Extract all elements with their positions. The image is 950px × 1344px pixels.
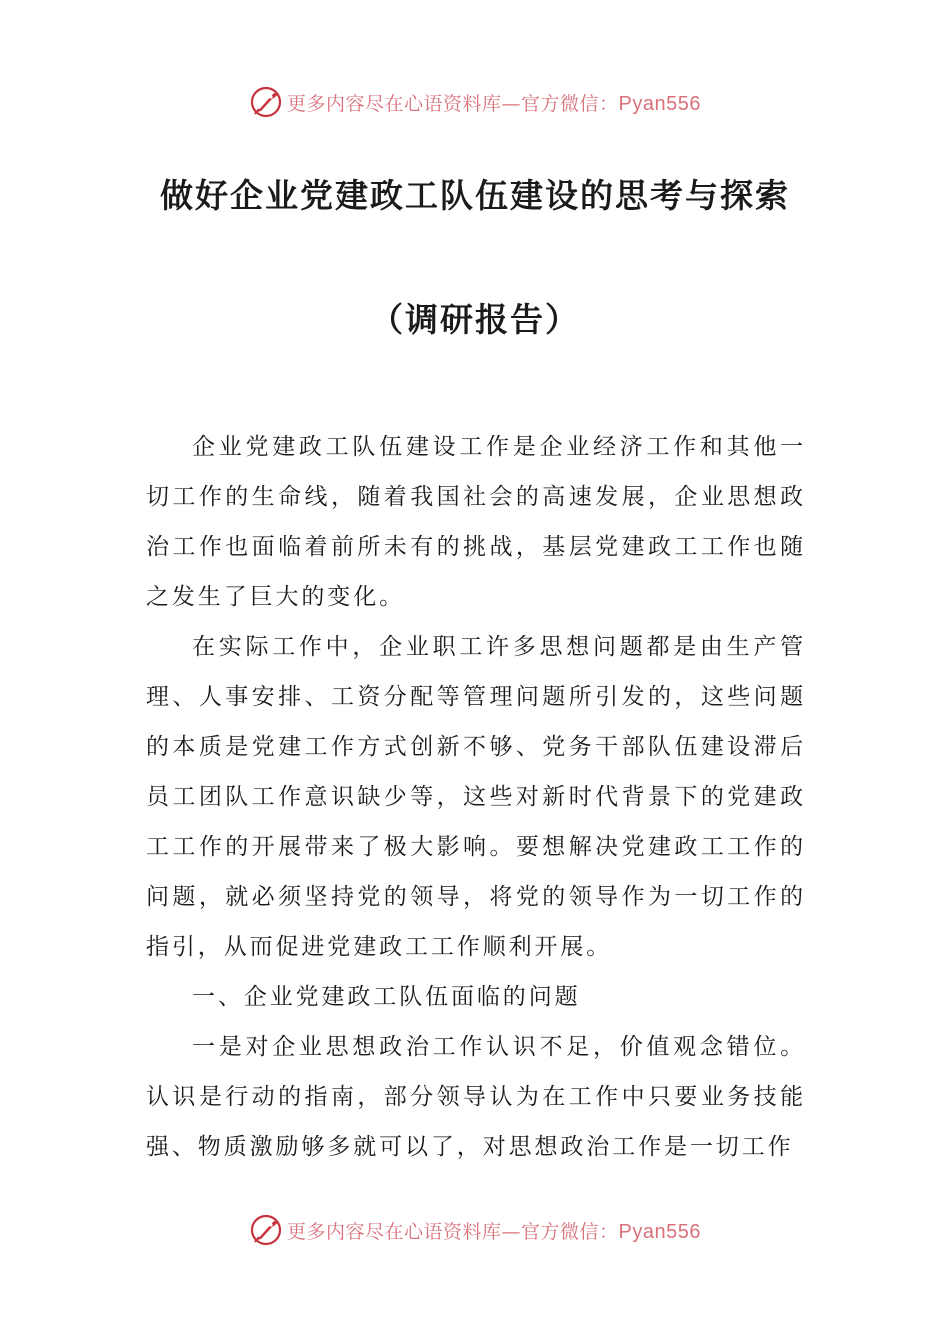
footer-banner xyxy=(0,1210,950,1250)
document-subtitle: （调研报告） xyxy=(370,300,580,339)
banner-dash: — xyxy=(501,92,522,115)
banner-wechat-id: Pyan556 xyxy=(618,1220,701,1243)
banner-label: 官方微信： xyxy=(521,92,619,115)
banner-text xyxy=(287,1217,701,1244)
banner-wechat-id: Pyan556 xyxy=(618,92,701,115)
quill-logo-icon xyxy=(249,85,283,119)
banner-label: 官方微信： xyxy=(521,1220,619,1243)
header-banner xyxy=(0,82,950,122)
body-paragraph: 在实际工作中，企业职工许多思想问题都是由生产管理、人事安排、工资分配等管理问题所引发的，这些问题的本质是党建工作方式创新不够、党务干部队伍建设滞后员工团队工作意识缺少等，这些对新时代背景下的党建政工工作的开展带来了极大影响。要想解决党建政工工作的问题，就必须坚持党的领导，将党的领导作为一切工作的指引，从而促进党建政工工作顺利开展。 xyxy=(146,634,806,960)
document-title: 做好企业党建政工队伍建设的思考与探索 xyxy=(160,176,790,215)
banner-brand: 更多内容尽在心语资料库 xyxy=(287,1220,502,1243)
banner-brand: 更多内容尽在心语资料库 xyxy=(287,92,502,115)
body-paragraph: 一是对企业思想政治工作认识不足，价值观念错位。认识是行动的指南，部分领导认为在工作中只要业务技能强、物质激励够多就可以了，对思想政治工作是一切工作 xyxy=(146,1034,806,1160)
banner-dash: — xyxy=(501,1220,522,1243)
body-paragraph: 企业党建政工队伍建设工作是企业经济工作和其他一切工作的生命线，随着我国社会的高速发展，企业思想政治工作也面临着前所未有的挑战，基层党建政工工作也随之发生了巨大的变化。 xyxy=(146,434,806,610)
document-body xyxy=(146,422,806,1172)
banner-text xyxy=(287,89,701,116)
section-heading: 一、企业党建政工队伍面临的问题 xyxy=(192,984,581,1010)
quill-logo-icon xyxy=(249,1213,283,1247)
